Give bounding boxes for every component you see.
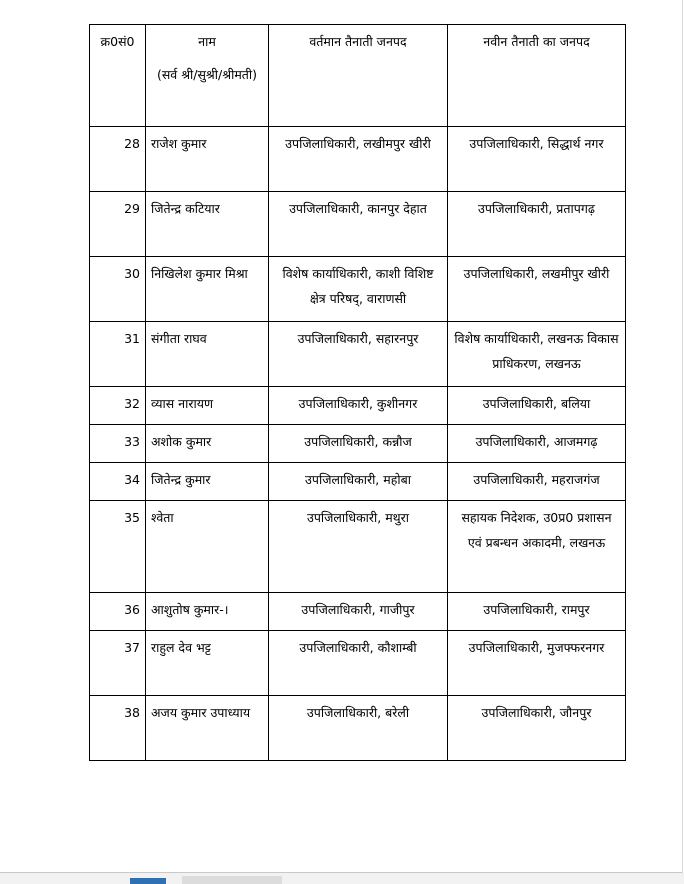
- table-row: [90, 501, 626, 593]
- officer-name: संगीता राघव: [146, 322, 269, 387]
- header-current-posting: [269, 25, 448, 127]
- officer-name: जितेन्द्र कुमार: [146, 463, 269, 501]
- serial-number: 30: [90, 257, 146, 322]
- current-posting: उपजिलाधिकारी, महोबा: [269, 463, 448, 501]
- table-row: [90, 387, 626, 425]
- current-posting: उपजिलाधिकारी, बरेली: [269, 696, 448, 761]
- table-row: [90, 257, 626, 322]
- serial-number: 29: [90, 192, 146, 257]
- header-name-subtitle: (सर्व श्री/सुश्री/श्रीमती): [156, 67, 258, 82]
- current-posting: उपजिलाधिकारी, कौशाम्बी: [269, 631, 448, 696]
- table-row: [90, 127, 626, 192]
- officer-name: व्यास नारायण: [146, 387, 269, 425]
- current-posting: उपजिलाधिकारी, सहारनपुर: [269, 322, 448, 387]
- serial-number: 33: [90, 425, 146, 463]
- new-posting: उपजिलाधिकारी, प्रतापगढ़: [448, 192, 626, 257]
- current-posting: उपजिलाधिकारी, मथुरा: [269, 501, 448, 593]
- serial-number: 34: [90, 463, 146, 501]
- header-serial-text: क्र0सं0: [100, 34, 135, 49]
- new-posting: विशेष कार्याधिकारी, लखनऊ विकास प्राधिकरण, लखनऊ: [448, 322, 626, 387]
- table-row: [90, 696, 626, 761]
- officer-name: श्वेता: [146, 501, 269, 593]
- serial-number: 31: [90, 322, 146, 387]
- officer-name: निखिलेश कुमार मिश्रा: [146, 257, 269, 322]
- table-row: [90, 463, 626, 501]
- header-name: [146, 25, 269, 127]
- header-serial: [90, 25, 146, 127]
- taskbar-accent: [130, 878, 166, 884]
- serial-number: 35: [90, 501, 146, 593]
- officer-name: जितेन्द्र कटियार: [146, 192, 269, 257]
- officer-name: अशोक कुमार: [146, 425, 269, 463]
- serial-number: 28: [90, 127, 146, 192]
- current-posting: उपजिलाधिकारी, कुशीनगर: [269, 387, 448, 425]
- new-posting: सहायक निदेशक, उ0प्र0 प्रशासन एवं प्रबन्धन अकादमी, लखनऊ: [448, 501, 626, 593]
- header-new-posting: [448, 25, 626, 127]
- officer-name: राजेश कुमार: [146, 127, 269, 192]
- officer-name: राहुल देव भट्ट: [146, 631, 269, 696]
- new-posting: उपजिलाधिकारी, सिद्धार्थ नगर: [448, 127, 626, 192]
- serial-number: 36: [90, 593, 146, 631]
- table-header-row: [90, 25, 626, 127]
- new-posting: उपजिलाधिकारी, महराजगंज: [448, 463, 626, 501]
- table-row: [90, 593, 626, 631]
- transfer-table: [89, 24, 626, 761]
- officer-name: आशुतोष कुमार-।: [146, 593, 269, 631]
- new-posting: उपजिलाधिकारी, मुजफ्फरनगर: [448, 631, 626, 696]
- new-posting: उपजिलाधिकारी, बलिया: [448, 387, 626, 425]
- current-posting: उपजिलाधिकारी, कानपुर देहात: [269, 192, 448, 257]
- new-posting: उपजिलाधिकारी, लखमीपुर खीरी: [448, 257, 626, 322]
- new-posting: उपजिलाधिकारी, जौनपुर: [448, 696, 626, 761]
- table-row: [90, 631, 626, 696]
- header-new-text: नवीन तैनाती का जनपद: [483, 34, 590, 49]
- table-row: [90, 192, 626, 257]
- table-row: [90, 322, 626, 387]
- new-posting: उपजिलाधिकारी, आजमगढ़: [448, 425, 626, 463]
- taskbar-item: [182, 876, 282, 884]
- header-name-text: नाम: [198, 34, 216, 49]
- window-bottom-strip: [0, 873, 684, 884]
- serial-number: 38: [90, 696, 146, 761]
- serial-number: 37: [90, 631, 146, 696]
- header-current-text: वर्तमान तैनाती जनपद: [309, 34, 407, 49]
- current-posting: विशेष कार्याधिकारी, काशी विशिष्ट क्षेत्र परिषद्, वाराणसी: [269, 257, 448, 322]
- new-posting: उपजिलाधिकारी, रामपुर: [448, 593, 626, 631]
- officer-name: अजय कुमार उपाध्याय: [146, 696, 269, 761]
- current-posting: उपजिलाधिकारी, कन्नौज: [269, 425, 448, 463]
- table-row: [90, 425, 626, 463]
- serial-number: 32: [90, 387, 146, 425]
- current-posting: उपजिलाधिकारी, लखीमपुर खीरी: [269, 127, 448, 192]
- current-posting: उपजिलाधिकारी, गाजीपुर: [269, 593, 448, 631]
